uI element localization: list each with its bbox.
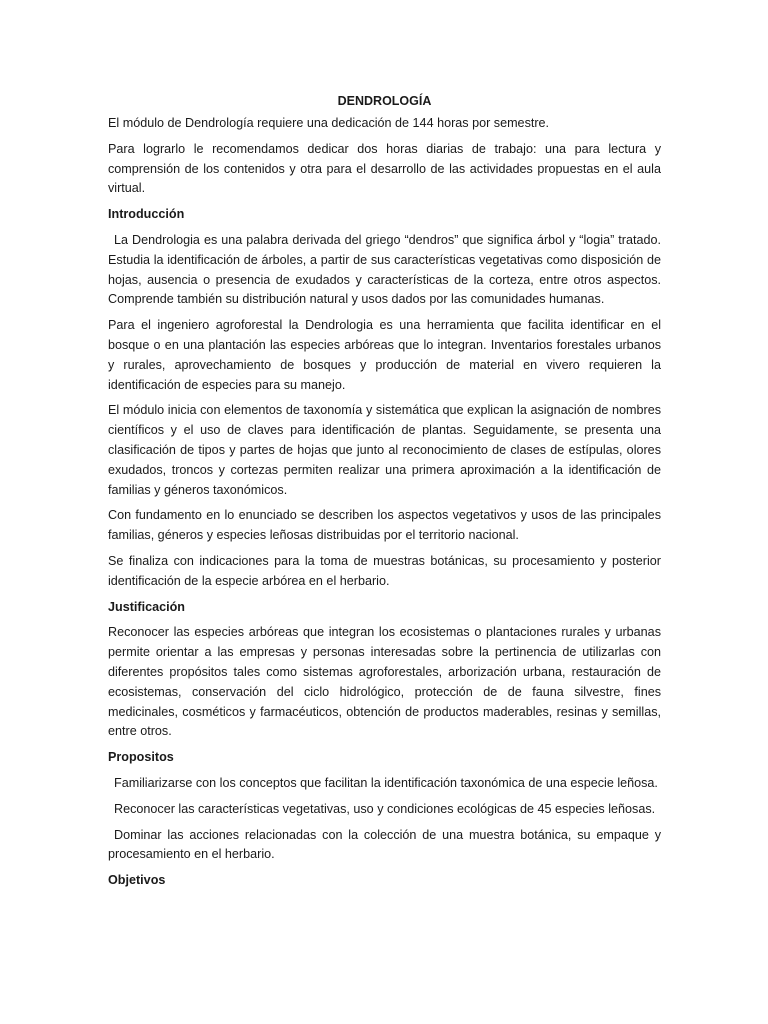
- purpose-item: Familiarizarse con los conceptos que facilitan la identificación taxonómica de una especie leñosa.: [114, 775, 658, 790]
- intro-paragraph: El módulo de Dendrología requiere una dedicación de 144 horas por semestre.: [108, 116, 550, 130]
- body-paragraph: Se finaliza con indicaciones para la toma de muestras botánicas, su procesamiento y posterior identificación de la especie arbórea en el herbario.: [108, 553, 661, 588]
- body-paragraph: La Dendrologia es una palabra derivada del griego “dendros” que significa árbol y “logia” tratado. Estudia la identificación de árboles, a partir de sus características vegetativas como disposición de hojas, ausencia o presencia de exudados y características de la corteza, entre otros aspectos. Comprende también su distribución natural y usos dados por las comunidades humanas.: [108, 232, 661, 307]
- document-page: [108, 92, 661, 897]
- section-heading-justificacion: Justificación: [108, 599, 185, 614]
- body-paragraph: El módulo inicia con elementos de taxonomía y sistemática que explican la asignación de nombres científicos y el uso de claves para identificación de plantas. Seguidamente, se presenta una clasificación de tipos y partes de hojas que junto al reconocimiento de clases de estípulas, olores exudados, troncos y cortezas permiten realizar una primera aproximación a la identificación de familias y géneros taxonómicos.: [108, 403, 661, 497]
- section-heading-introduccion: Introducción: [108, 207, 185, 222]
- body-paragraph: Para el ingeniero agroforestal la Dendrologia es una herramienta que facilita identificar en el bosque o en una plantación las especies arbóreas que lo integran. Inventarios forestales urbanos y rurales, aprovechamiento de bosques y producción de material en vivero requieren la identificación de especies para su manejo.: [108, 318, 661, 392]
- document-title: DENDROLOGÍA: [337, 94, 432, 108]
- purpose-item: Dominar las acciones relacionadas con la colección de una muestra botánica, su empaque y procesamiento en el herbario.: [108, 827, 661, 862]
- section-heading-propositos: Propositos: [108, 750, 174, 765]
- intro-paragraph: Para lograrlo le recomendamos dedicar dos horas diarias de trabajo: una para lectura y comprensión de los contenidos y otra para el desarrollo de las actividades propuestas en el aula virtual.: [108, 141, 661, 196]
- body-paragraph: Con fundamento en lo enunciado se describen los aspectos vegetativos y usos de las principales familias, géneros y especies leñosas distribuidas por el territorio nacional.: [108, 508, 661, 543]
- body-paragraph: Reconocer las especies arbóreas que integran los ecosistemas o plantaciones rurales y urbanas permite orientar a las empresas y personas interesadas sobre la pertinencia de utilizarlas con diferentes propósitos tales como sistemas agroforestales, arborización urbana, restauración de ecosistemas, conservación del ciclo hidrológico, protección de de fauna silvestre, fines medicinales, cosméticos y farmacéuticos, obtención de productos maderables, resinas y semillas, entre otros.: [108, 625, 661, 739]
- purpose-item: Reconocer las características vegetativas, uso y condiciones ecológicas de 45 especies leñosas.: [114, 801, 656, 816]
- section-heading-objetivos: Objetivos: [108, 873, 166, 888]
